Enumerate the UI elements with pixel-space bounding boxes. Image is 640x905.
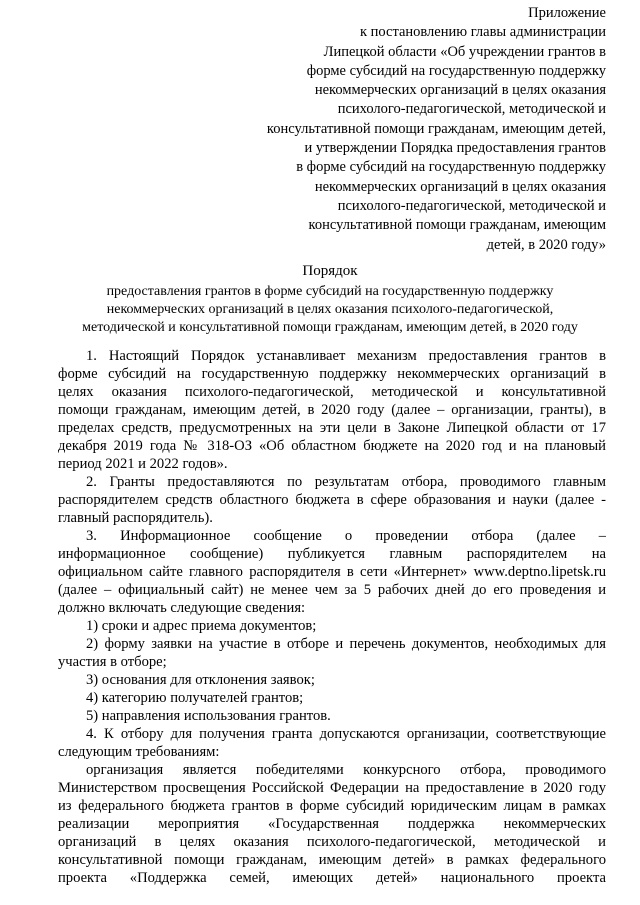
body-line: информационное сообщение) публикуется главным распорядителем на [58, 546, 606, 562]
appendix-line: консультативной помощи гражданам, имеющим [308, 217, 606, 234]
appendix-line: к постановлению главы администрации [359, 24, 606, 41]
appendix-line: детей, в 2020 году» [486, 236, 606, 253]
body-line: (далее – официальный сайт) не менее чем за 5 рабочих дней до его проведения и [58, 582, 606, 598]
body-line: период 2021 и 2022 годов». [58, 456, 228, 472]
appendix-line: в форме субсидий на государственную поддержку [296, 159, 606, 176]
appendix-line: Липецкой области «Об учреждении грантов в [323, 43, 606, 60]
body-line: следующим требованиям: [58, 744, 220, 760]
title-line: предоставления грантов в форме субсидий на государственную поддержку [106, 284, 554, 299]
title-heading: Порядок [302, 263, 358, 279]
body-line: распорядителем средств областного бюджета в сфере образования и науки (далее - [58, 492, 606, 508]
body-line: проекта «Поддержка семей, имеющих детей» национального проекта [58, 870, 606, 886]
body-line: 3. Информационное сообщение о проведении отбора (далее – [86, 528, 606, 544]
body-line: целях оказания психолого-педагогической, методической и консультативной [58, 384, 606, 400]
title-line: методической и консультативной помощи гражданам, имеющим детей, в 2020 году [82, 320, 578, 335]
body-line: главный распорядитель). [58, 510, 213, 526]
body-line: 1) сроки и адрес приема документов; [86, 618, 317, 634]
body-line: 5) направления использования грантов. [86, 708, 331, 724]
body-line: консультативной помощи гражданам, имеющим детей» в рамках федерального [58, 852, 606, 868]
body-line: 3) основания для отклонения заявок; [86, 672, 315, 688]
appendix-line: консультативной помощи гражданам, имеющим детей, [266, 120, 606, 137]
body-line: 4. К отбору для получения гранта допускаются организации, соответствующие [86, 726, 606, 742]
appendix-line: некоммерческих организаций в целях оказания [314, 178, 606, 195]
document-body [58, 347, 606, 887]
body-line: 4) категорию получателей грантов; [86, 690, 304, 706]
appendix-line: форме субсидий на государственную поддержку [306, 62, 606, 79]
appendix-line: психолого-педагогической, методической и [337, 101, 606, 118]
body-line: из федерального бюджета грантов в форме субсидий юридическим лицам в рамках [58, 798, 606, 814]
body-line: пределах средств, предусмотренных на эти цели в Законе Липецкой области от 17 [58, 420, 606, 436]
appendix-line: некоммерческих организаций в целях оказания [314, 82, 606, 99]
body-line: форме субсидий на государственную поддержку некоммерческих организаций в [58, 366, 606, 382]
appendix-line: психолого-педагогической, методической и [337, 197, 606, 214]
body-line: организация является победителями конкурсного отбора, проводимого [86, 762, 606, 778]
appendix-line: и утверждении Порядка предоставления грантов [304, 140, 606, 157]
body-line: 1. Настоящий Порядок устанавливает механизм предоставления грантов в [86, 348, 606, 364]
document-title [40, 262, 620, 337]
body-line: организаций в целях оказания психолого-педагогической, методической и [58, 834, 606, 850]
body-line: 2. Гранты предоставляются по результатам отбора, проводимого главным [86, 474, 606, 490]
body-line: декабря 2019 года № 318-ОЗ «Об областном бюджете на 2020 год и на плановый [58, 438, 606, 454]
body-line: реализации мероприятия «Государственная поддержка некоммерческих [58, 816, 606, 832]
body-line: Министерством просвещения Российской Федерации на предоставление в 2020 году [58, 780, 606, 796]
body-line: помощи гражданам, имеющим детей, в 2020 году (далее – организации, гранты), в [58, 402, 606, 418]
body-line: 2) форму заявки на участие в отборе и перечень документов, необходимых для [86, 636, 606, 652]
title-line: некоммерческих организаций в целях оказания психолого-педагогической, [106, 302, 554, 317]
appendix-header [236, 4, 606, 255]
body-line: должно включать следующие сведения: [58, 600, 306, 616]
appendix-line: Приложение [528, 5, 606, 21]
body-line: официальном сайте главного распорядителя в сети «Интернет» www.deptno.lipetsk.ru [58, 564, 606, 580]
body-line: участия в отборе; [58, 654, 167, 670]
